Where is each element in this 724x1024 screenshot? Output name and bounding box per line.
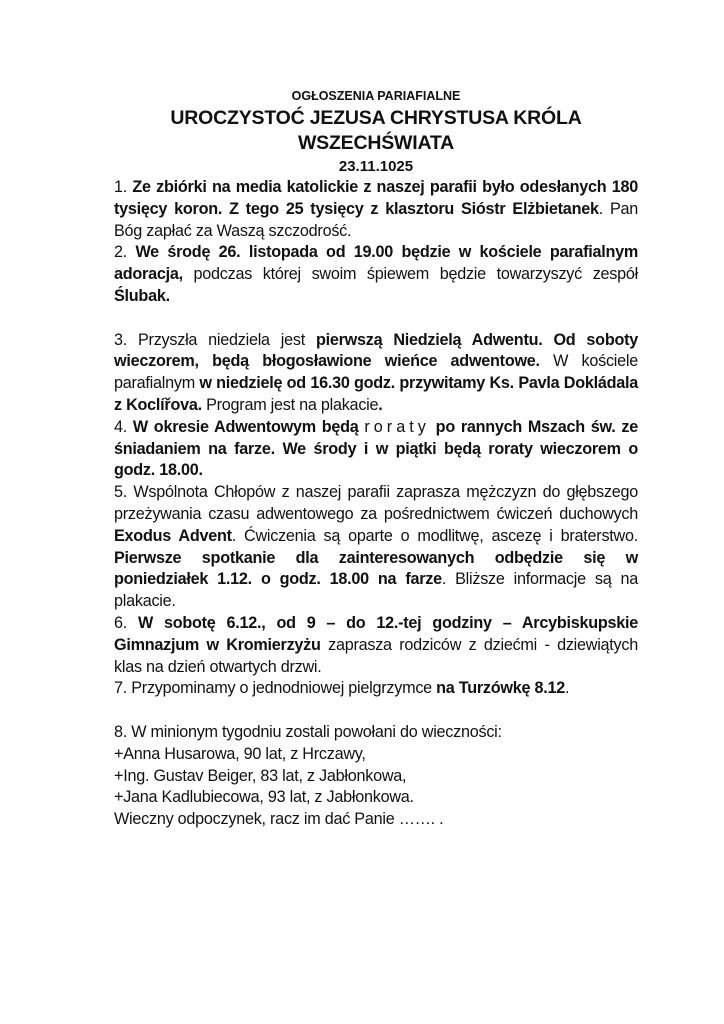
- announcement-text-bold: Ślubak.: [114, 286, 170, 305]
- announcement-text: . Bliższe informacje są na plakacie.: [114, 570, 638, 611]
- announcement-text: Przyszła niedziela jest: [127, 330, 316, 349]
- announcement-text-bold: W okresie Adwentowym będą: [127, 417, 365, 436]
- announcement-text: Wspólnota Chłopów z naszej parafii zaprasza mężczyzn do głębszego przeżywania czasu adwentowego za pośrednictwem ćwiczeń duchowych: [114, 483, 638, 523]
- spacer: [114, 308, 638, 330]
- deceased-name: +Ing. Gustav Beiger, 83 lat, z Jabłonkowa,: [114, 766, 407, 785]
- announcement-number: 5.: [114, 483, 128, 502]
- document-kicker: OGŁOSZENIA PARIAFIALNE: [291, 89, 461, 103]
- document-title: UROCZYSTOĆ JEZUSA CHRYSTUSA KRÓLA WSZECHŚWIATA: [170, 107, 582, 154]
- announcement-number: 6.: [114, 613, 128, 632]
- announcement-text: Program jest na plakacie: [201, 395, 379, 414]
- deceased-name: +Anna Husarowa, 90 lat, z Hrczawy,: [114, 744, 366, 763]
- deceased-name: +Jana Kadlubiecowa, 93 lat, z Jabłonkowa.: [114, 788, 414, 807]
- deceased-closing: Wieczny odpoczynek, racz im dać Panie ……. .: [114, 810, 444, 829]
- announcement-text-bold: w niedzielę od 16.30 godz. przywitamy Ks. Pavla Dokládala z Koclířova.: [114, 374, 639, 414]
- announcement-text-bold: pierwszą Niedzielą Adwentu. Od soboty wieczorem, będą błogosławione wieńce adwentowe.: [114, 330, 638, 371]
- announcement-list: [114, 177, 638, 700]
- announcement-item: [114, 417, 638, 482]
- announcement-item: [114, 482, 638, 613]
- announcement-text: podczas której swoim śpiewem będzie towarzyszyć zespół: [182, 265, 638, 284]
- announcement-number: 4.: [114, 417, 128, 436]
- announcement-item: [114, 678, 638, 700]
- announcement-text-bold: Ze zbiórki na media katolickie z naszej parafii było odesłanych 180 tysięcy koron. Z tego 25 tysięcy z klasztoru Sióstr Elżbietanek: [114, 178, 638, 218]
- announcement-text: Przypominamy o jednodniowej pielgrzymce: [127, 679, 437, 698]
- announcement-number: 2.: [114, 243, 128, 262]
- announcement-text-bold: We środę 26. listopada od 19.00 będzie w kościele parafialnym adoracja,: [114, 243, 638, 284]
- announcement-text: W kościele parafialnym: [114, 352, 639, 393]
- deceased-section: [114, 722, 638, 831]
- announcement-item: [114, 177, 638, 242]
- document-date: 23.11.1025: [338, 158, 414, 175]
- announcement-number: 3.: [114, 330, 128, 349]
- document-page: [114, 86, 638, 831]
- deceased-intro: 8. W minionym tygodniu zostali powołani do wieczności:: [114, 722, 502, 741]
- announcement-text-bold: po rannych Mszach św. ze śniadaniem na farze. We środy i w piątki będą roraty wieczorem o godz. 18.00.: [114, 417, 639, 480]
- announcement-text-bold: Pierwsze spotkanie dla zainteresowanych odbędzie się w poniedziałek 1.12. o godz. 18.00 na farze: [114, 548, 638, 589]
- announcement-number: 7.: [114, 679, 128, 698]
- announcement-text-bold: .: [378, 395, 383, 414]
- announcement-text-bold: Exodus Advent: [114, 526, 232, 545]
- announcement-item: [114, 330, 638, 417]
- announcement-text: . Pan Bóg zapłać za Waszą szczodrość.: [114, 199, 638, 240]
- announcement-text-bold: W sobotę 6.12., od 9 – do 12.-tej godziny – Arcybiskupskie Gimnazjum w Kromierzyżu: [114, 613, 638, 654]
- announcement-item: [114, 242, 638, 307]
- announcement-number: 1.: [114, 178, 128, 196]
- announcement-text: roraty: [364, 417, 430, 436]
- announcement-text-bold: na Turzówkę 8.12: [436, 679, 566, 698]
- announcement-text: .: [565, 679, 570, 698]
- announcement-text: zaprasza rodziców z dziećmi - dziewiątych klas na dzień otwartych drzwi.: [114, 635, 638, 676]
- announcement-text: . Ćwiczenia są oparte o modlitwę, ascezę i braterstwo.: [231, 526, 638, 545]
- announcement-item: [114, 613, 638, 678]
- spacer: [114, 700, 638, 722]
